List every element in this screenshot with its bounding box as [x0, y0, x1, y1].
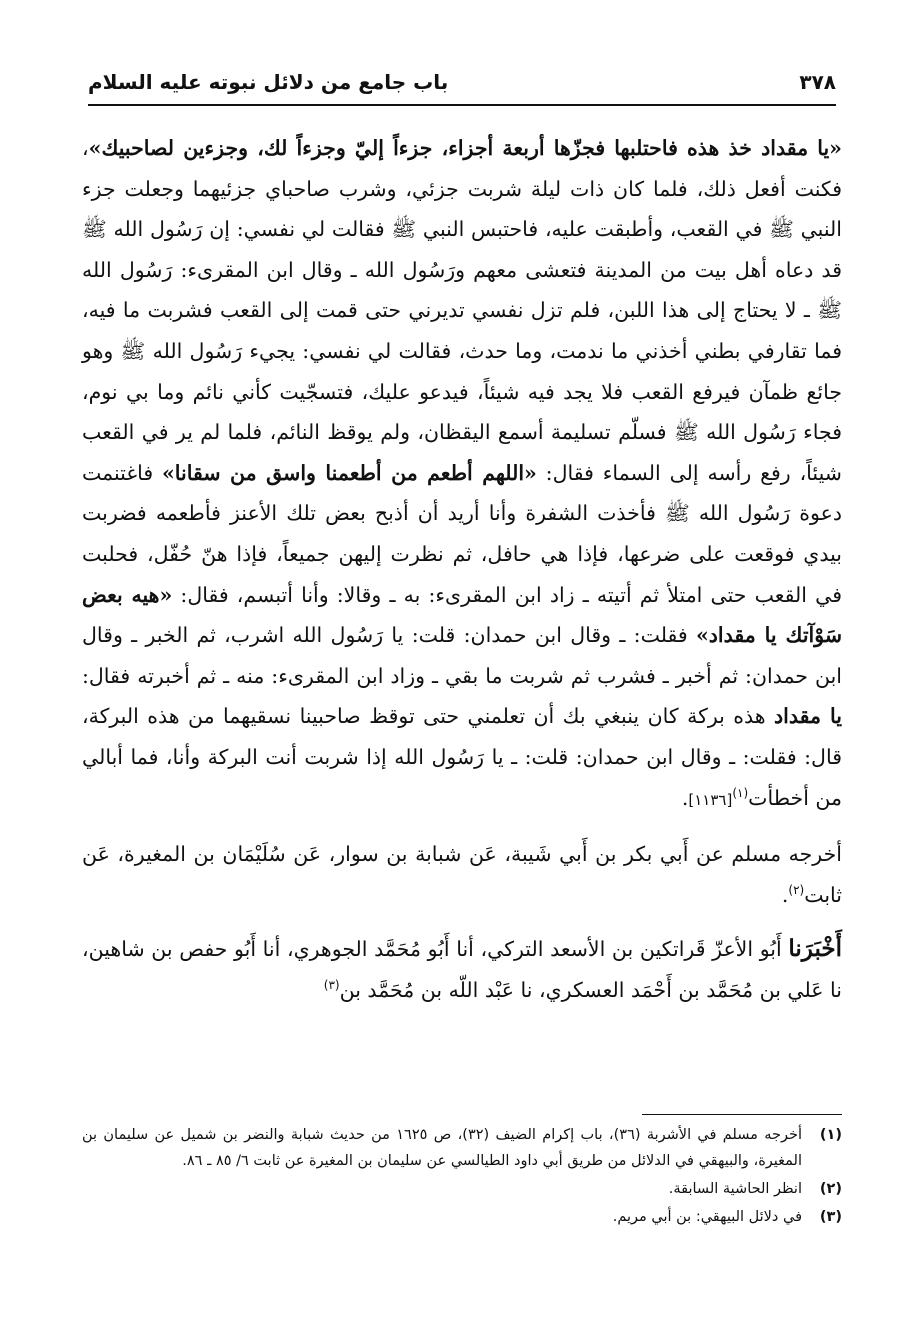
paragraph-hadith-narration: [82, 128, 842, 820]
footnote-number: (٢): [819, 1181, 842, 1197]
isnad-lead-word: أَخْبَرَنا: [788, 935, 842, 963]
bold-address: يا مقداد: [774, 704, 842, 729]
footnote-marker-2: (٢): [788, 882, 805, 897]
page-number: ٣٧٨: [799, 70, 836, 94]
footnote-number: (١): [819, 1127, 842, 1143]
footnote-divider: [642, 1114, 842, 1115]
footnote-text: انظر الحاشية السابقة.: [668, 1181, 802, 1197]
paragraph-takhrij: [82, 834, 842, 915]
paragraph-isnad: [82, 929, 842, 1010]
footnote-marker-1: (١): [732, 785, 749, 800]
chapter-title: باب جامع من دلائل نبوته عليه السلام: [88, 70, 449, 94]
prophet-quote: «هيه بعض سَوْآتك يا مقداد»: [82, 582, 842, 648]
footnote-number: (٣): [819, 1209, 842, 1225]
takhrij-text: أخرجه مسلم عن أَبي بكر بن أَبي شَيبة، عَن شبابة بن سوار، عَن سُلَيْمَان بن المغيرة، عَن ثابت: [82, 842, 842, 907]
footnote-item: [82, 1176, 842, 1202]
hadith-reference-number: [١١٣٦]: [688, 790, 733, 809]
footnote-marker-3: (٣): [323, 978, 340, 993]
footnotes: [82, 1122, 842, 1232]
running-header: [88, 64, 836, 106]
sentence-end: .: [781, 882, 789, 907]
narration-text-1: ، فكنت أفعل ذلك، فلما كان ذات ليلة شربت جزئي، وشرب صاحباي جزئيهما وجعلت جزء النبي ﷺ في القعب، وأطبقت عليه، فاحتبس النبي ﷺ فقالت لي نفسي: إن رَسُول الله ﷺ قد دعاه أهل بيت من المدينة فتعشى معهم ورَسُول الله ـ وقال ابن المقرىء: رَسُول الله ﷺ ـ لا يحتاج إلى هذا اللبن، فلم تزل نفسي تديرني حتى قمت إلى القعب فشربت ما فيه، فما تقارفي بطني أخذني ما ندمت، وما حدث، فقالت لي نفسي: يجيء رَسُول الله ﷺ وهو جائع ظمآن فيرفع القعب فلا يجد فيه شيئاً، فيدعو عليك، فتسجّيت كأني نائم وما بي نوم، فجاء رَسُول الله ﷺ فسلّم تسليمة أسمع اليقظان، ولم يوقظ النائم، فلما لم ير في القعب شيئاً، رفع رأسه إلى السماء فقال:: [82, 136, 842, 485]
main-text: [82, 128, 842, 1010]
narration-text-3: فقلت: ـ وقال ابن حمدان: قلت: يا رَسُول الله اشرب، ثم الخبر ـ وقال ابن حمدان: ثم أخبر ـ فشرب ثم شربت ما بقي ـ وزاد ابن المقرىء: منه ـ ثم أخبرته فقال:: [82, 623, 842, 688]
prayer-quote: «اللهم أطعم من أطعمنا واسق من سقانا»: [161, 460, 537, 485]
footnote-text: في دلائل البيهقي: بن أبي مريم.: [612, 1209, 802, 1225]
hadith-quote: «يا مقداد خذ هذه فاحتلبها فجزّها أربعة أجزاء، جزءاً إليّ وجزءاً لك، وجزءين لصاحبيك»: [88, 136, 842, 160]
footnote-text: أخرجه مسلم في الأشربة (٣٦)، باب إكرام الضيف (٣٢)، ص ١٦٢٥ من حديث شبابة والنضر بن شميل عن سليمان بن المغيرة، والبيهقي في الدلائل من طريق أبي داود الطيالسي عن سليمان بن المغيرة عن ثابت ٦/ ٨٥ ـ ٨٦.: [82, 1127, 802, 1169]
footnote-item: [82, 1122, 842, 1174]
footnote-item: [82, 1204, 842, 1230]
sentence-end: .: [681, 785, 689, 810]
isnad-text: أَبُو الأعزّ قَراتكين بن الأسعد التركي، أنا أَبُو مُحَمَّد الجوهري، أنا أَبُو حفص بن شاهين، نا عَلي بن مُحَمَّد بن أَحْمَد العسكري، نا عَبْد اللّه بن مُحَمَّد بن: [82, 937, 842, 1002]
narration-text-4: هذه بركة كان ينبغي بك أن تعلمني حتى توقظ صاحبينا نسقيهما من هذه البركة، قال: فقلت: ـ وقال ابن حمدان: قلت: ـ يا رَسُول الله إذا شربت أنت البركة وأنا، فما أبالي من أخطأت: [82, 704, 842, 810]
narration-text-2: فاغتنمت دعوة رَسُول الله ﷺ فأخذت الشفرة وأنا أريد أن أذبح بعض تلك الأعنز فأطعمه فضربت بيدي فوقعت على ضرعها، فإذا هي حافل، ثم نظرت إليهن جميعاً، فإذا هنّ حُفّل، فحلبت في القعب حتى امتلأ ثم أتيته ـ زاد ابن المقرىء: به ـ وقالا: وأنا أتبسم، فقال:: [82, 460, 842, 607]
